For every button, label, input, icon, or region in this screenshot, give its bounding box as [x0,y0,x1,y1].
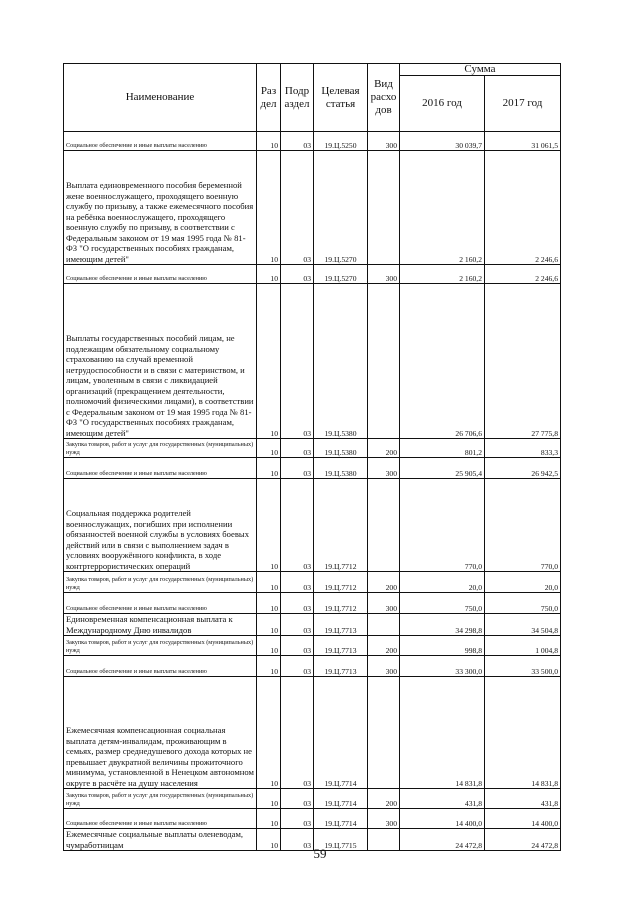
row-sum-2016: 998,8 [400,636,485,656]
row-sum-2016: 20,0 [400,572,485,593]
row-vid-rashodov: 300 [368,809,400,829]
row-name: Ежемесячные социальные выплаты оленеводам, чумработницам [64,829,257,851]
row-celevaya-statya: 19.Ц.7713 [314,614,368,636]
row-vid-rashodov: 300 [368,458,400,479]
row-celevaya-statya: 19.Ц.7713 [314,636,368,656]
table-row [64,284,561,439]
row-razdel: 10 [257,677,281,789]
row-celevaya-statya: 19.Ц.7713 [314,656,368,677]
row-sum-2017: 833,3 [485,439,561,458]
table-row [64,614,561,636]
row-name: Закупка товаров, работ и услуг для государственных (муниципальных) нужд [64,636,257,656]
row-celevaya-statya: 19.Ц.7712 [314,572,368,593]
row-sum-2017: 431,8 [485,789,561,809]
row-vid-rashodov: 300 [368,593,400,614]
row-razdel: 10 [257,284,281,439]
row-sum-2016: 2 160,2 [400,265,485,284]
row-podrazdel: 03 [281,789,314,809]
row-name: Социальное обеспечение и иные выплаты населению [64,458,257,479]
row-name: Социальная поддержка родителей военнослужащих, погибших при исполнении обязанностей военной службы в условиях боевых действий или в связи с выполнением задач в условиях вооружённого конфликта, в ходе контртеррористических операций [64,479,257,572]
row-vid-rashodov: 200 [368,636,400,656]
row-podrazdel: 03 [281,132,314,151]
row-sum-2017: 33 500,0 [485,656,561,677]
row-podrazdel: 03 [281,636,314,656]
table-row [64,479,561,572]
row-vid-rashodov [368,677,400,789]
row-podrazdel: 03 [281,151,314,265]
table-row [64,636,561,656]
row-name: Закупка товаров, работ и услуг для государственных (муниципальных) нужд [64,439,257,458]
row-vid-rashodov: 300 [368,656,400,677]
row-name: Выплаты государственных пособий лицам, не подлежащим обязательному социальному страхованию на случай временной нетрудоспособности и в связи с материнством, и лицам, уволенным в связи с ликвидацией организаций (прекращением деятельности, полномочий физическими лицами), в соответствии с Федеральным законом от 19 мая 1995 года № 81-ФЗ "О государственных пособиях гражданам, имеющим детей" [64,284,257,439]
table-row [64,572,561,593]
row-razdel: 10 [257,829,281,851]
row-podrazdel: 03 [281,458,314,479]
row-celevaya-statya: 19.Ц.7714 [314,809,368,829]
row-sum-2016: 801,2 [400,439,485,458]
row-name: Закупка товаров, работ и услуг для государственных (муниципальных) нужд [64,789,257,809]
row-razdel: 10 [257,614,281,636]
row-podrazdel: 03 [281,284,314,439]
header-year-2017: 2017 год [485,76,561,132]
row-sum-2017: 31 061,5 [485,132,561,151]
row-celevaya-statya: 19.Ц.5270 [314,265,368,284]
row-podrazdel: 03 [281,439,314,458]
row-sum-2016: 431,8 [400,789,485,809]
row-sum-2016: 24 472,8 [400,829,485,851]
row-sum-2016: 25 905,4 [400,458,485,479]
row-name: Социальное обеспечение и иные выплаты населению [64,132,257,151]
table-row [64,458,561,479]
row-vid-rashodov [368,479,400,572]
budget-table [63,63,561,851]
row-name: Социальное обеспечение и иные выплаты населению [64,809,257,829]
row-sum-2016: 2 160,2 [400,151,485,265]
row-sum-2017: 27 775,8 [485,284,561,439]
row-name: Социальное обеспечение и иные выплаты населению [64,593,257,614]
row-razdel: 10 [257,458,281,479]
row-razdel: 10 [257,479,281,572]
row-podrazdel: 03 [281,656,314,677]
row-vid-rashodov [368,614,400,636]
row-name: Выплата единовременного пособия беременной жене военнослужащего, проходящего военную службу по призыву, а также ежемесячного пособия на ребёнка военнослужащего, проходящего военную службу по призыву, в соответствии с Федеральным законом от 19 мая 1995 года № 81-ФЗ "О государственных пособиях гражданам, имеющим детей" [64,151,257,265]
header-year-2016: 2016 год [400,76,485,132]
row-celevaya-statya: 19.Ц.5380 [314,284,368,439]
table-row [64,809,561,829]
row-sum-2017: 1 004,8 [485,636,561,656]
row-sum-2016: 30 039,7 [400,132,485,151]
row-sum-2017: 750,0 [485,593,561,614]
row-razdel: 10 [257,151,281,265]
row-sum-2017: 24 472,8 [485,829,561,851]
row-sum-2016: 26 706,6 [400,284,485,439]
row-razdel: 10 [257,265,281,284]
row-podrazdel: 03 [281,614,314,636]
row-vid-rashodov: 200 [368,572,400,593]
row-podrazdel: 03 [281,809,314,829]
table-row [64,265,561,284]
table-row [64,656,561,677]
row-sum-2017: 770,0 [485,479,561,572]
table-row [64,593,561,614]
row-podrazdel: 03 [281,265,314,284]
row-razdel: 10 [257,636,281,656]
row-name: Закупка товаров, работ и услуг для государственных (муниципальных) нужд [64,572,257,593]
table-row [64,789,561,809]
header-podrazdel: Подр аздел [281,64,314,132]
row-name: Социальное обеспечение и иные выплаты населению [64,265,257,284]
row-razdel: 10 [257,809,281,829]
row-sum-2017: 14 831,8 [485,677,561,789]
row-name: Единовременная компенсационная выплата к Международному Дню инвалидов [64,614,257,636]
row-celevaya-statya: 19.Ц.5380 [314,458,368,479]
row-podrazdel: 03 [281,479,314,572]
row-podrazdel: 03 [281,572,314,593]
row-vid-rashodov [368,284,400,439]
row-razdel: 10 [257,439,281,458]
table-row [64,151,561,265]
row-celevaya-statya: 19.Ц.5270 [314,151,368,265]
row-razdel: 10 [257,572,281,593]
row-vid-rashodov: 200 [368,789,400,809]
row-podrazdel: 03 [281,593,314,614]
header-naimenovanie: Наименование [64,64,257,132]
row-podrazdel: 03 [281,677,314,789]
row-celevaya-statya: 19.Ц.7712 [314,479,368,572]
row-razdel: 10 [257,132,281,151]
row-sum-2016: 14 400,0 [400,809,485,829]
row-vid-rashodov: 200 [368,439,400,458]
row-sum-2016: 14 831,8 [400,677,485,789]
table-row [64,439,561,458]
row-celevaya-statya: 19.Ц.7714 [314,789,368,809]
row-vid-rashodov: 300 [368,132,400,151]
header-summa: Сумма [400,64,561,76]
row-sum-2017: 14 400,0 [485,809,561,829]
row-sum-2016: 770,0 [400,479,485,572]
row-celevaya-statya: 19.Ц.5250 [314,132,368,151]
table-body [64,132,561,851]
page-number: 59 [313,846,327,861]
row-celevaya-statya: 19.Ц.7712 [314,593,368,614]
row-sum-2017: 2 246,6 [485,265,561,284]
row-razdel: 10 [257,593,281,614]
table-row [64,677,561,789]
row-celevaya-statya: 19.Ц.7714 [314,677,368,789]
header-razdel: Раз дел [257,64,281,132]
row-celevaya-statya: 19.Ц.7715 [314,829,368,851]
table-row [64,132,561,151]
row-sum-2017: 2 246,6 [485,151,561,265]
row-name: Социальное обеспечение и иные выплаты населению [64,656,257,677]
header-vid-rashodov: Вид расхо дов [368,64,400,132]
row-sum-2017: 34 504,8 [485,614,561,636]
row-vid-rashodov [368,151,400,265]
row-podrazdel: 03 [281,829,314,851]
header-celevaya-statya: Целевая статья [314,64,368,132]
row-razdel: 10 [257,656,281,677]
row-sum-2017: 26 942,5 [485,458,561,479]
row-celevaya-statya: 19.Ц.5380 [314,439,368,458]
row-name: Ежемесячная компенсационная социальная выплата детям-инвалидам, проживающим в семьях, размер среднедушевого дохода которых не превышает двукратной величины прожиточного минимума, установленной в Ненецком автономном округе в расчёте на душу населения [64,677,257,789]
row-vid-rashodov: 300 [368,265,400,284]
row-sum-2017: 20,0 [485,572,561,593]
budget-sheet [63,63,560,851]
row-sum-2016: 33 300,0 [400,656,485,677]
row-sum-2016: 750,0 [400,593,485,614]
row-sum-2016: 34 298,8 [400,614,485,636]
row-razdel: 10 [257,789,281,809]
